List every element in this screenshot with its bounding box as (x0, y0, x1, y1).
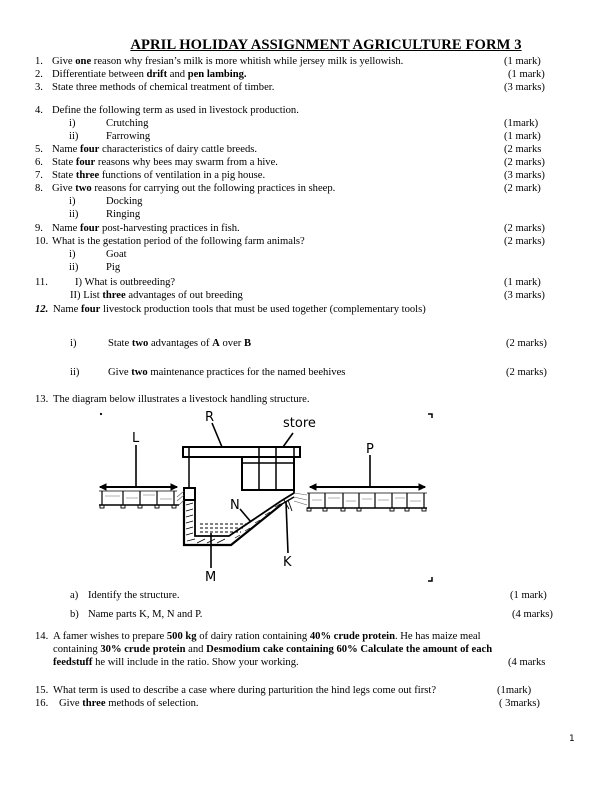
marks: (2 marks) (504, 157, 545, 168)
marks: (3 marks) (504, 82, 545, 93)
question-14: 14. A famer wishes to prepare 500 kg of dairy ration containing 40% crude protein. He has maize meal (35, 631, 481, 642)
marks: ( 3marks) (499, 698, 540, 709)
marks: (2 marks) (506, 338, 547, 349)
question-4: 4. Define the following term as used in livestock production. (35, 105, 299, 116)
marks: (1mark) (504, 118, 539, 129)
question-4-sub-ii: ii) Farrowing (1 mark) (69, 131, 541, 142)
marks: (2 marks) (506, 367, 547, 378)
question-12-sub-ii: ii) Give two maintenance practices for the named beehives (2 marks) (70, 367, 547, 378)
question-14-line-3: feedstuff he will include in the ratio. Show your working. (4 marks (53, 657, 546, 668)
question-9: 9. Name four post-harvesting practices in fish. (2 marks) (35, 223, 545, 234)
question-13-sub-b: b) Name parts K, M, N and P. (4 marks) (70, 609, 553, 620)
marks: (4 marks) (512, 609, 553, 620)
marks: (2 marks) (504, 236, 545, 247)
question-11-sub-ii: II) List three advantages of out breeding (3 marks) (70, 290, 545, 301)
question-2: 2. Differentiate between drift and pen lambing. (1 mark) (35, 69, 545, 80)
question-3: 3. State three methods of chemical treatment of timber. (3 marks) (35, 82, 545, 93)
label-M: M (205, 570, 217, 585)
question-13: 13. The diagram below illustrates a livestock handling structure. (35, 394, 310, 405)
marks: (3 marks) (504, 290, 545, 301)
question-12-sub-i: i) State two advantages of A over B (2 marks) (70, 338, 547, 349)
question-15: 15. What term is used to describe a case where during parturition the hind legs come out first? (1mark) (35, 685, 532, 696)
question-8: 8. Give two reasons for carrying out the following practices in sheep. (2 mark) (35, 183, 541, 194)
question-10: 10. What is the gestation period of the following farm animals? (2 marks) (35, 236, 545, 247)
question-1: 1. Give one reason why fresian’s milk is more whitish while jersey milk is yellowish. (1 mark) (35, 56, 541, 67)
marks: (4 marks (508, 657, 546, 668)
question-10-sub-i: i) Goat (69, 249, 127, 260)
livestock-handling-structure-diagram (95, 405, 440, 590)
question-10-sub-ii: ii) Pig (69, 262, 121, 273)
label-R: R (205, 410, 215, 425)
page-title: APRIL HOLIDAY ASSIGNMENT AGRICULTURE FORM 3 (130, 37, 522, 53)
question-11: 11. I) What is outbreeding? (1 mark) (35, 277, 541, 288)
marks: (2 marks (504, 144, 542, 155)
label-N: N (230, 498, 240, 513)
question-5: 5. Name four characteristics of dairy cattle breeds. (2 marks (35, 144, 542, 155)
question-8-sub-i: i) Docking (69, 196, 143, 207)
question-14-line-2: containing 30% crude protein and Desmodium cake containing 60% Calculate the amount of each (53, 644, 493, 655)
question-6: 6. State four reasons why bees may swarm from a hive. (2 marks) (35, 157, 545, 168)
marks: (3 marks) (504, 170, 545, 181)
question-8-sub-ii: ii) Ringing (69, 209, 141, 220)
label-store: store (283, 416, 316, 431)
question-16: 16. Give three methods of selection. ( 3marks) (35, 698, 540, 709)
question-12: 12. Name four livestock production tools that must be used together (complementary tools) (35, 304, 426, 315)
label-P: P (366, 442, 374, 457)
marks: (1 mark) (504, 131, 541, 142)
marks: (2 mark) (504, 183, 541, 194)
question-13-sub-a: a) Identify the structure. (1 mark) (70, 590, 547, 601)
question-7: 7. State three functions of ventilation in a pig house. (3 marks) (35, 170, 545, 181)
marks: (1 mark) (510, 590, 547, 601)
question-4-sub-i: i) Crutching (1mark) (69, 118, 539, 129)
marks: (1 mark) (508, 69, 545, 80)
marks: (2 marks) (504, 223, 545, 234)
marks: (1mark) (497, 685, 532, 696)
label-L: L (132, 431, 140, 446)
label-K: K (283, 555, 292, 570)
marks: (1 mark) (504, 56, 541, 67)
page-number: 1 (569, 734, 575, 744)
marks: (1 mark) (504, 277, 541, 288)
